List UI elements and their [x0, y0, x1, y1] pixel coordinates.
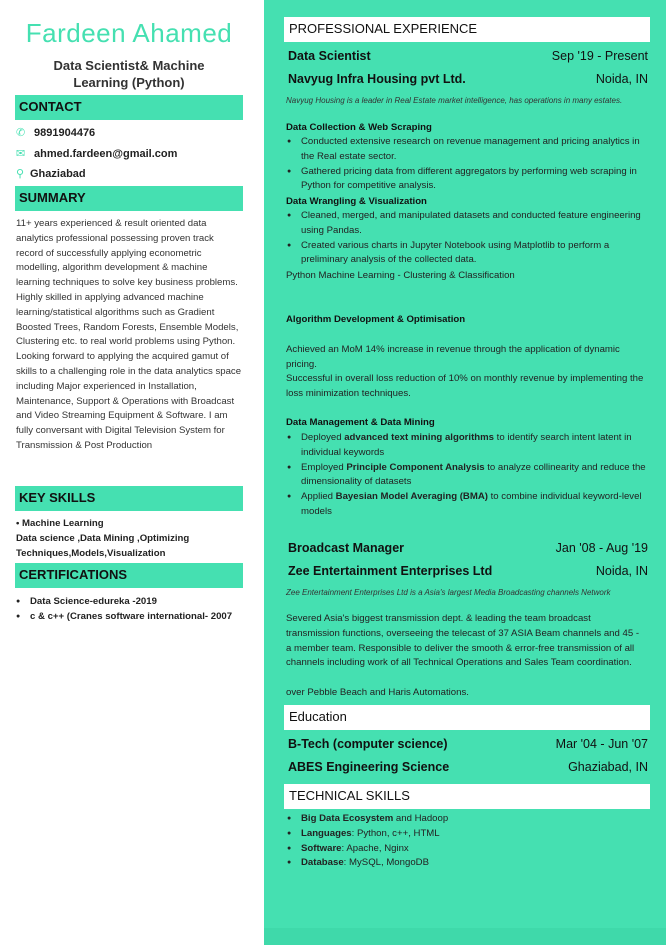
right-column-footer — [264, 928, 666, 945]
contact-email[interactable]: ✉ ahmed.fardeen@gmail.com — [16, 147, 178, 160]
candidate-title: Data Scientist& Machine Learning (Python) — [53, 58, 205, 90]
job1-section-head: Algorithm Development & Optimisation — [286, 314, 466, 325]
list-item: ● Cleaned, merged, and manipulated datasets and conducted feature engineering using Pandas. — [286, 209, 648, 239]
email-icon: ✉ — [16, 148, 26, 160]
job-title: Data Scientist — [288, 49, 371, 63]
education-dates: Mar '04 - Jun '07 — [555, 737, 648, 751]
job1-section-head: Data Collection & Web Scraping — [286, 122, 432, 133]
list-item: ● Created various charts in Jupyter Notebook using Matplotlib to perform a preliminary analysis of the collected data. — [286, 239, 648, 269]
education-degree-row — [288, 737, 648, 751]
job-dates: Sep '19 - Present — [551, 49, 648, 63]
company-name: Zee Entertainment Enterprises Ltd — [288, 564, 493, 578]
list-item: ● Database: MySQL, MongoDB — [286, 856, 648, 871]
contact-heading: CONTACT — [15, 95, 243, 120]
job2-title-row — [288, 541, 648, 555]
summary-heading: SUMMARY — [15, 186, 243, 211]
technical-skills-list — [286, 812, 648, 871]
company-name: Navyug Infra Housing pvt Ltd. — [288, 72, 466, 86]
job-location: Noida, IN — [595, 564, 648, 578]
location-pin-icon: ⚲ — [16, 168, 25, 180]
phone-icon: ✆ — [16, 127, 26, 139]
job1-section-head: Data Wrangling & Visualization — [286, 196, 427, 207]
contact-location: ⚲ Ghaziabad — [16, 167, 86, 180]
job-title: Broadcast Manager — [288, 541, 405, 555]
certifications-list — [16, 594, 242, 624]
school-name: ABES Engineering Science — [288, 760, 450, 774]
job1-title-row — [288, 49, 648, 63]
job2-company-row — [288, 564, 648, 578]
job1-section-head: Data Management & Data Mining — [286, 417, 435, 428]
job1-section2-list — [286, 209, 648, 268]
experience-heading: PROFESSIONAL EXPERIENCE — [284, 17, 650, 42]
left-column — [0, 0, 258, 945]
key-skills-text: • Machine Learning Data science ,Data Mining ,Optimizing Techniques,Models,Visualization — [16, 518, 190, 559]
job1-section4-list — [286, 431, 648, 520]
list-item: ● Applied Bayesian Model Averaging (BMA) to combine individual keyword-level models — [286, 490, 648, 520]
summary-text: 11+ years experienced & result oriented data analytics professional possessing proven track record of successfully applying econometric modelling, algorithm development & machine learning techniques to solve key business problems. Highly skilled in applying advanced machine learning/statistical algorithms such as Gradient Boosted Trees, Random Forests, Ensemble Models, Clustering etc. to real world problems using Python. Looking forward to applying the acquired gamut of skills to a challenging role in the data analytics space including Major experienced in Installation, Maintenance, Support & Operations with Broadcast and Video Streaming Equipment & Software. I am fully conversant with Digital Television System for Transmission & Post Production — [16, 218, 242, 451]
list-item: ● Languages: Python, c++, HTML — [286, 827, 648, 842]
job-location: Noida, IN — [595, 72, 648, 86]
school-location: Ghaziabad, IN — [568, 760, 648, 774]
contact-phone: ✆ 9891904476 — [16, 126, 96, 139]
key-skills-heading: KEY SKILLS — [15, 486, 243, 511]
list-item: ● Gathered pricing data from different aggregators by performing web scraping in Python for competitive analysis. — [286, 165, 648, 195]
list-item: ● Conducted extensive research on revenue management and pricing analytics in the Real estate sector. — [286, 135, 648, 165]
list-item: ● Employed Principle Component Analysis to analyze collinearity and reduce the dimensionality of datasets — [286, 461, 648, 491]
certifications-heading: CERTIFICATIONS — [15, 563, 243, 588]
list-item: ● Data Science-edureka -2019 — [16, 594, 242, 609]
education-school-row — [288, 760, 648, 774]
job1-section3-p2: Successful in overall loss reduction of 10% on monthly revenue by implementing the loss minimization techniques. — [286, 373, 644, 399]
job2-text2: over Pebble Beach and Haris Automations. — [286, 687, 469, 698]
education-heading: Education — [284, 705, 650, 730]
degree: B-Tech (computer science) — [288, 737, 448, 751]
list-item: ● c & c++ (Cranes software international- 2007 — [16, 609, 242, 624]
job1-ml-line: Python Machine Learning - Clustering & Classification — [286, 270, 515, 281]
job1-description: Navyug Housing is a leader in Real Estate market intelligence, has operations in many estates. — [286, 96, 623, 105]
job2-description: Zee Entertainment Enterprises Ltd is a Asia's largest Media Broadcasting channels Network — [286, 588, 611, 597]
technical-skills-heading: TECHNICAL SKILLS — [284, 784, 650, 809]
job2-text: Severed Asia's biggest transmission dept. & leading the team broadcast transmission functions, overseeing the telecast of 37 ASIA Beam channels and 45 - a member team. Responsible to deliver the smooth & error-free transmission of all channels including work of all Technical Operations and Sales Team coordination. — [286, 613, 640, 669]
list-item: ● Deployed advanced text mining algorithms to identify search intent latent in individual keywords — [286, 431, 648, 461]
candidate-name: Fardeen Ahamed — [25, 18, 233, 48]
job1-section1-list — [286, 135, 648, 194]
job-dates: Jan '08 - Aug '19 — [555, 541, 648, 555]
job1-section3-p1: Achieved an MoM 14% increase in revenue through the application of dynamic pricing. — [286, 344, 620, 370]
list-item: ● Big Data Ecosystem and Hadoop — [286, 812, 648, 827]
list-item: ● Software: Apache, Nginx — [286, 842, 648, 857]
job1-company-row — [288, 72, 648, 86]
